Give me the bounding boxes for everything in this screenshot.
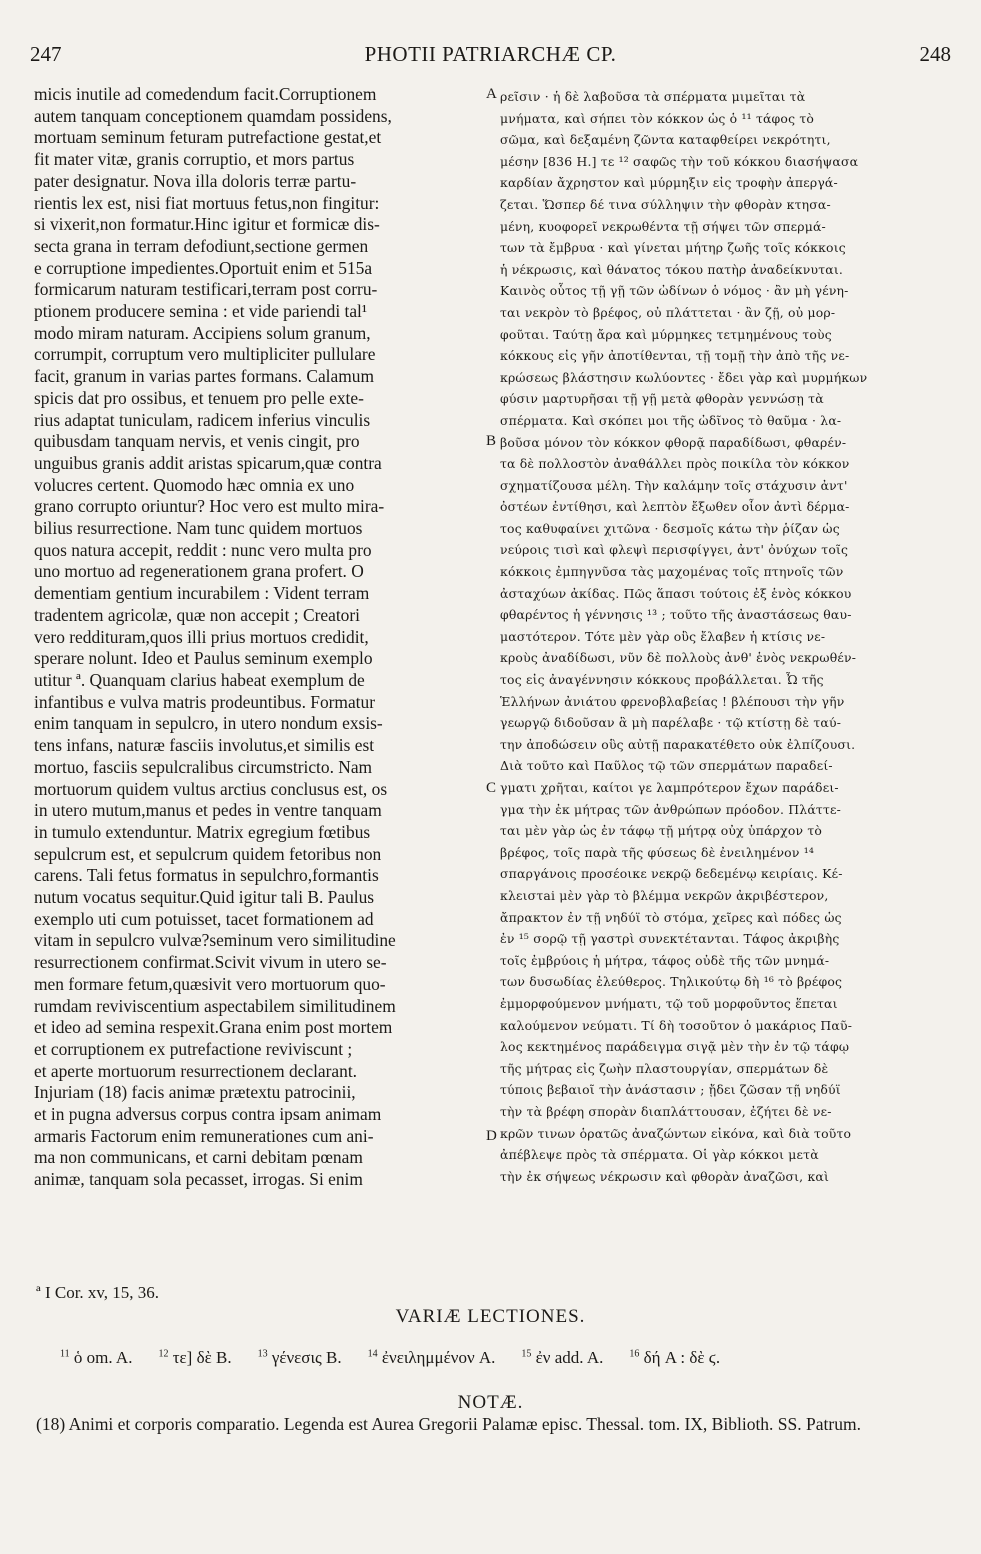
variant-text: τε] δὲ B. bbox=[172, 1348, 232, 1367]
latin-line: quibusdam tanquam nervis, et venis cingit, pro bbox=[34, 431, 360, 452]
variant-number: 14 bbox=[367, 1348, 378, 1360]
greek-line: Καινὸς οὗτος τῇ γῇ τῶν ὠδίνων ὁ νόμος · ἂν μὴ γένη- bbox=[500, 283, 849, 299]
margin-letter-d: D bbox=[486, 1128, 497, 1144]
greek-line: ὀστέων ἐντίθησι, καὶ λεπτὸν ἔξωθεν οἷον ἀντὶ δέρμα- bbox=[500, 499, 850, 515]
greek-line: νεύροις τισὶ καὶ φλεψὶ περισφίγγει, ἀντ' ὀνύχων τοῖς bbox=[500, 542, 849, 558]
latin-line: fit mater vitæ, granis corruptio, et mors partus bbox=[34, 149, 355, 170]
latin-line: ma non communicans, et carni debitam pœnam bbox=[34, 1147, 363, 1168]
greek-line: βρέφος, τοῖς παρὰ τῆς φύσεως δὲ ἐνειλημένον ¹⁴ bbox=[500, 844, 815, 860]
latin-line: utitur ª. Quanquam clarius habeat exemplum de bbox=[34, 669, 365, 690]
greek-line: ρεῖσιν · ἡ δὲ λαβοῦσα τὰ σπέρματα μιμεῖται τὰ bbox=[500, 89, 806, 104]
greek-line: λος κεκτημένος παράδειγμα σιγᾷ μὲν τὴν ἐν τῷ τάφῳ bbox=[500, 1039, 850, 1055]
greek-line: φύσιν μαρτυρῆσαι τῇ γῇ μετὰ φθορὰν γεννώσῃ τὰ bbox=[500, 391, 824, 407]
latin-line: mortuo, fasciis sepulcralibus circumstricto. Nam bbox=[34, 756, 373, 777]
latin-line: men formare fetum,quæsivit vero mortuorum quo- bbox=[34, 973, 386, 994]
latin-line: vero reddituram,quos illi prius mortuos credidit, bbox=[34, 626, 369, 647]
variant-reading bbox=[629, 1348, 720, 1367]
greek-line: τα δὲ πολλοστὸν ἀναθάλλει πρὸς ποικίλα τὸν κόκκον bbox=[500, 456, 850, 472]
latin-line: et corruptionem ex putrefactione reviviscunt ; bbox=[34, 1038, 353, 1059]
latin-line: exemplo uti cum potuisset, tacet formationem ad bbox=[34, 908, 374, 929]
page-number-right: 248 bbox=[919, 42, 951, 66]
latin-line: rientis lex est, nisi fiat mortuus fetus,non fingitur: bbox=[34, 192, 380, 213]
variant-text: ἐνειλημμένον A. bbox=[381, 1348, 496, 1367]
greek-line: σχηματίζουσα μέλη. Τὴν καλάμην τοῖς στάχυσιν ἀντ' bbox=[500, 477, 848, 493]
variant-reading bbox=[60, 1348, 132, 1367]
latin-line: bilius resurrectione. Nam tunc quidem mortuos bbox=[34, 518, 363, 539]
greek-line: βοῦσα μόνον τὸν κόκκον φθορᾷ παραδίδωσι, φθαρέν- bbox=[500, 434, 847, 450]
variant-text: ὁ om. A. bbox=[73, 1348, 133, 1367]
latin-line: corrumpit, corruptum vero multipliciter pullulare bbox=[34, 344, 376, 365]
greek-column bbox=[500, 86, 940, 1187]
notae-title: NOTÆ. bbox=[457, 1392, 524, 1413]
greek-line: μένη, κυοφορεῖ νεκρωθέντα τῇ σήψει τῶν σπερμά- bbox=[500, 218, 826, 234]
variant-reading bbox=[521, 1348, 603, 1367]
variant-number: 12 bbox=[158, 1348, 169, 1360]
latin-line: resurrectionem confirmat.Scivit vivum in utero se- bbox=[34, 952, 387, 973]
greek-line: καλούμενον νεύματι. Τί δὴ τοσοῦτον ὁ μακάριος Παῦ- bbox=[500, 1017, 853, 1033]
latin-line: tens infans, naturæ fasciis involutus,et similis est bbox=[34, 735, 375, 756]
latin-line: secta grana in terram defodiunt,sectione germen bbox=[34, 235, 369, 256]
greek-line: κλειστai μὲν γὰρ τὸ βλέμμα νεκρῶν ἀκριβέστερον, bbox=[500, 887, 829, 903]
variant-reading bbox=[158, 1348, 231, 1367]
variae-lectiones-title: VARIÆ LECTIONES. bbox=[395, 1306, 586, 1327]
variant-text: δή A : δὲ ϛ. bbox=[643, 1348, 721, 1367]
greek-line: τὴν τὰ βρέφη σπορὰν διαπλάττουσαν, ἐζήτει δὲ νε- bbox=[500, 1103, 832, 1119]
latin-line: mortuorum quidem vultus arctius conclusus est, os bbox=[34, 778, 388, 799]
greek-line: μέσην [836 H.] τε ¹² σαφῶς τὴν τοῦ κόκκου διασήψασα bbox=[500, 153, 859, 169]
greek-line: Ἑλλήνων ἀνιάτου φρενοβλαβείας ! βλέπουσι τὴν γῆν bbox=[500, 693, 845, 709]
greek-line: τύποις βεβαιοῖ τὴν ἀνάστασιν ; ᾔδει ζῶσαν τῇ νηδύϊ bbox=[500, 1082, 841, 1098]
greek-line: κρώσεως βλάστησιν κωλύοντες · ἔδει γὰρ καὶ μυρμήκων bbox=[500, 369, 868, 385]
greek-line: ἄπρακτον ἐν τῇ νηδύϊ τὸ στόμα, χεῖρες καὶ πόδες ὡς bbox=[500, 909, 842, 925]
greek-line: ἐν ¹⁵ σορῷ τῇ γαστρὶ συνεκτέτανται. Τάφος ἀκριβὴς bbox=[500, 931, 840, 947]
greek-line: σπαργάνοις προσέοικε νεκρῷ δεδεμένῳ κειρίαις. Κέ- bbox=[500, 866, 843, 882]
greek-line: κροὺς ἀναδίδωσι, νῦν δὲ πολλοὺς ἀνθ' ἑνὸς νεκρωθέν- bbox=[500, 650, 857, 666]
variant-number: 11 bbox=[60, 1348, 70, 1360]
latin-line: infantibus e vulva matris prodeuntibus. Formatur bbox=[34, 691, 375, 712]
latin-line: vitam in sepulcro vulvæ?seminum vero similitudine bbox=[34, 930, 396, 951]
latin-line: nutum vocatus sequitur.Quid igitur tali B. Paulus bbox=[34, 887, 375, 908]
greek-line: κόκκους εἰς γῆν ἀποτίθενται, τῇ τομῇ τὴν ἀπὸ τῆς νε- bbox=[500, 348, 850, 364]
latin-line: sepulcrum est, et sepulcrum quidem fetoribus non bbox=[34, 843, 382, 864]
greek-line: ζεται. Ὥσπερ δέ τινα σύλληψιν τὴν φθορὰν κτησα- bbox=[500, 196, 831, 212]
variant-text: ἐν add. A. bbox=[535, 1348, 604, 1367]
notae-text: (18) Animi et corporis comparatio. Legenda est Aurea Gregorii Palamæ episc. Thessal. tom. IX, Biblioth. SS. Patrum. bbox=[36, 1414, 861, 1434]
latin-line: volucres certent. Quomodo hæc omnia ex uno bbox=[34, 474, 355, 495]
greek-line: ἀσταχύων ἀκίδας. Πῶς ἅπασι τούτοις ἐξ ἑνὸς κόκκου bbox=[500, 585, 852, 601]
greek-line: γμα τὴν ἐκ μήτρας τῶν ἀνθρώπων πρόοδον. Πλάττε- bbox=[500, 801, 842, 817]
variant-text: γένεσις B. bbox=[271, 1348, 342, 1367]
latin-line: unguibus granis addit aristas spicarum,quæ contra bbox=[34, 452, 382, 473]
latin-line: formicarum naturam testificari,terram post corru- bbox=[34, 279, 378, 300]
greek-line: ἀπέβλεψε πρὸς τὰ σπέρματα. Οἱ γὰρ κόκκοι μετὰ bbox=[500, 1147, 819, 1163]
greek-line: τὴν ἐκ σήψεως νέκρωσιν καὶ φθορὰν ἀναζῶσι, καὶ bbox=[500, 1168, 830, 1184]
greek-line: φθαρέντος ἡ γέννησις ¹³ ; τοῦτο τῆς ἀναστάσεως θαυ- bbox=[500, 607, 852, 623]
latin-line: carens. Tali fetus formatus in sepulchro,formantis bbox=[34, 865, 379, 886]
latin-line: armaris Factorum enim remunerationes cum ani- bbox=[34, 1125, 374, 1146]
latin-line: enim tanquam in sepulcro, in utero nondum exsis- bbox=[34, 713, 383, 734]
latin-line: modo miram naturam. Accipiens solum granum, bbox=[34, 322, 371, 343]
latin-line: mortuam seminum feturam putrefactione gestat,et bbox=[34, 127, 382, 148]
latin-line: Injuriam (18) facis animæ prætextu patrocinii, bbox=[34, 1082, 356, 1103]
greek-line: ἐμμορφούμενον μνήματι, τῷ τοῦ μορφοῦντος ἕπεται bbox=[500, 995, 838, 1011]
greek-line: σπέρματα. Καὶ σκόπει μοι τῆς ὠδῖνος τὸ θαῦμα · λα- bbox=[500, 412, 842, 428]
variant-number: 15 bbox=[521, 1348, 532, 1360]
latin-line: et aperte mortuorum resurrectionem declarant. bbox=[34, 1060, 358, 1081]
latin-line: dementiam gentium incurabilem : Vident terram bbox=[34, 583, 370, 604]
variae-lectiones bbox=[60, 1348, 746, 1368]
greek-line: τῆς μήτρας εἰς ζωὴν πλαστουργίαν, σπερμάτων δὲ bbox=[500, 1060, 829, 1076]
latin-line: micis inutile ad comedendum facit.Corruptionem bbox=[34, 84, 377, 104]
latin-line: animæ, tanquam sola pecasset, irrogas. Si enim bbox=[34, 1169, 363, 1190]
page-header bbox=[30, 42, 951, 72]
greek-line: των τὰ ἔμβρυα · καὶ γίνεται μήτηρ ζωῆς τοῖς κόκκοις bbox=[500, 240, 846, 256]
margin-letter-c: C bbox=[486, 780, 497, 796]
greek-line: Διὰ τοῦτο καὶ Παῦλος τῷ τῶν σπερμάτων παραδεί- bbox=[500, 758, 833, 774]
variant-number: 13 bbox=[257, 1348, 268, 1360]
latin-line: in tumulo extenduntur. Matrix egregium fœtibus bbox=[34, 821, 371, 842]
latin-line: et ideo ad semina respexit.Grana enim post mortem bbox=[34, 1017, 393, 1038]
latin-line: e corruptione impedientes.Oportuit enim et 515a bbox=[34, 257, 373, 278]
greek-line: κόκκοις ἐμπηγνῦσα τὰς μαχομένας τοῖς πτηνοῖς τῶν bbox=[500, 564, 844, 580]
latin-line: et in pugna adversus corpus contra ipsam animam bbox=[34, 1104, 382, 1125]
latin-line: ptionem producere semina : et vide pariendi tal¹ bbox=[34, 301, 368, 322]
latin-line: facit, granum in varias partes formans. Calamum bbox=[34, 366, 374, 387]
running-title: PHOTII PATRIARCHÆ CP. bbox=[364, 42, 617, 66]
latin-line: grano corrupto oriuntur? Hoc vero est multo mira- bbox=[34, 496, 385, 517]
greek-line: ἡ νέκρωσις, καὶ θάνατος τόκου πατὴρ ἀναδείκνυται. bbox=[500, 261, 844, 277]
greek-line: γματι χρῆται, καίτοι γε λαμπρότερον ἔχων παράδει- bbox=[500, 780, 839, 795]
greek-line: ται μὲν γὰρ ὡς ἐν τάφῳ τῇ μήτρᾳ οὐχ ὑπάρχον τὸ bbox=[500, 823, 823, 839]
latin-line: autem tanquam conceptionem quamdam possidens, bbox=[34, 105, 392, 126]
greek-line: τος εἰς ἀναγέννησιν κόκκους προβάλλεται. Ὦ τῆς bbox=[500, 672, 824, 688]
latin-column bbox=[34, 84, 486, 1191]
latin-line: quos natura accepit, reddit : nunc vero multa pro bbox=[34, 539, 372, 560]
greek-line: γεωργῷ διδοῦσαν ἃ μὴ παρέλαβε · τῷ κτίστῃ δὲ ταύ- bbox=[500, 715, 842, 731]
greek-line: των δυσωδίας ἐλεύθερος. Τηλικούτῳ δὴ ¹⁶ τὸ βρέφος bbox=[500, 974, 843, 990]
greek-line: τος καθυφαίνει χιτῶνα · δεσμοῖς κάτω τὴν ῥίζαν ὡς bbox=[500, 520, 840, 536]
latin-line: rius adaptat tuniculam, radicem inferius vinculis bbox=[34, 409, 371, 430]
greek-line: φοῦται. Ταύτῃ ἄρα καὶ μύρμηκες τετμημένους τοὺς bbox=[500, 326, 832, 342]
footnote: ª I Cor. xv, 15, 36. bbox=[36, 1283, 160, 1302]
latin-line: rumdam reviviscentium aspectabilem similitudinem bbox=[34, 995, 396, 1016]
greek-line: τοῖς ἐμβρύοις ἡ μήτρα, τάφος οὐδὲ τῆς τῶν μνημά- bbox=[500, 952, 830, 968]
latin-line: tradentem agricolæ, quæ non accepit ; Creatori bbox=[34, 604, 360, 625]
latin-line: in utero mutum,manus et pedes in ventre tanquam bbox=[34, 800, 382, 821]
latin-line: si vixerit,non formatur.Hinc igitur et formicæ dis- bbox=[34, 214, 380, 235]
latin-line: spicis dat pro ossibus, et tenuem pro pelle exte- bbox=[34, 387, 364, 408]
variant-reading bbox=[368, 1348, 496, 1367]
page-number-left: 247 bbox=[30, 42, 62, 66]
margin-letter-b: B bbox=[486, 433, 497, 449]
greek-line: μαστότερον. Τότε μὲν γὰρ οὓς ἔλαβεν ἡ κτίσις νε- bbox=[500, 628, 826, 644]
greek-line: καρδίαν ἄχρηστον καὶ μύρμηξιν εἰς τροφὴν ἀπεργά- bbox=[500, 175, 838, 191]
variant-reading bbox=[258, 1348, 342, 1367]
greek-line: κρῶν τινων ὁρατῶς ἀναζώντων εἰκόνα, καὶ διὰ τοῦτο bbox=[500, 1125, 852, 1141]
latin-line: pater designatur. Nova illa doloris terræ partu- bbox=[34, 170, 357, 191]
margin-letter-a: A bbox=[486, 86, 497, 102]
greek-line: ται νεκρὸν τὸ βρέφος, οὐ πλάττεται · ἂν ζῇ, οὐ μορ- bbox=[500, 304, 836, 320]
latin-line: uno mortuo ad regenerationem grana profert. O bbox=[34, 561, 364, 582]
greek-line: σῶμα, καὶ δεξαμένη ζῶντα καταφθείρει νεκρότητι, bbox=[500, 132, 831, 148]
greek-line: μνήματα, καὶ σήπει τὸν κόκκον ὡς ὁ ¹¹ τάφος τὸ bbox=[500, 110, 815, 126]
greek-line: την ἀποδώσειν οὓς αὐτῇ παρακατέθετο οὐκ ἐλπίζουσι. bbox=[500, 736, 856, 752]
latin-line: sperare nolunt. Ideo et Paulus seminum exemplo bbox=[34, 648, 373, 669]
variant-number: 16 bbox=[629, 1348, 640, 1360]
